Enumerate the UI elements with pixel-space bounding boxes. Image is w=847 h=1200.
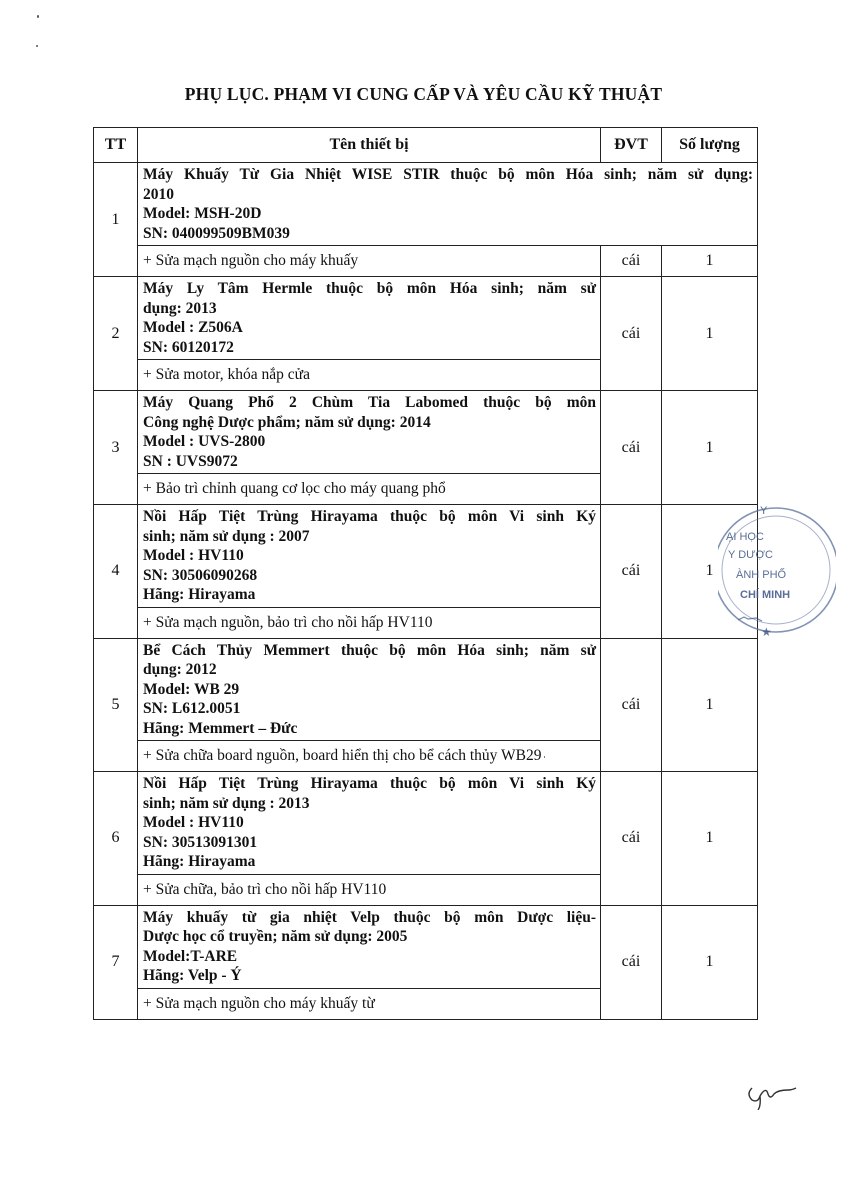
signature	[742, 1080, 802, 1110]
description-line: Dược học cổ truyền; năm sử dụng: 2005	[143, 928, 408, 945]
description-line: Công nghệ Dược phẩm; năm sử dụng: 2014	[143, 413, 431, 431]
equipment-description	[138, 391, 601, 474]
quantity-cell: 1	[662, 505, 758, 639]
unit-cell: cái	[601, 505, 662, 639]
task-description: + Sửa chữa, bảo trì cho nồi hấp HV110	[138, 874, 601, 905]
equipment-description	[138, 772, 601, 875]
quantity-cell: 1	[662, 905, 758, 1019]
task-row	[94, 246, 758, 277]
unit-cell: cái	[601, 638, 662, 772]
description-line: Máy Ly Tâm Hermle thuộc bộ môn Hóa sinh; năm sử	[143, 280, 596, 297]
description-line: SN : UVS9072	[143, 452, 238, 470]
row-number: 3	[94, 391, 138, 505]
equipment-row	[94, 391, 758, 474]
description-line: Hãng: Hirayama	[143, 586, 256, 603]
scan-speck	[37, 15, 39, 18]
task-description: + Sửa motor, khóa nắp cửa	[138, 360, 601, 391]
header-tt: TT	[94, 128, 138, 163]
description-line: Model : Z506A	[143, 319, 243, 336]
description-line: Bể Cách Thủy Memmert thuộc bộ môn Hóa sinh; năm sử	[143, 641, 596, 659]
unit-cell: cái	[601, 277, 662, 391]
description-line: dụng: 2013	[143, 299, 217, 317]
equipment-description	[138, 638, 601, 741]
quantity-cell: 1	[662, 772, 758, 906]
row-number: 5	[94, 638, 138, 772]
description-line: SN: 30506090268	[143, 566, 258, 584]
row-number: 4	[94, 505, 138, 639]
description-line: Model:T-ARE	[143, 947, 238, 965]
equipment-row	[94, 772, 758, 875]
description-line: SN: 60120172	[143, 338, 234, 356]
description-line: SN: L612.0051	[143, 700, 241, 717]
quantity-cell: 1	[662, 391, 758, 505]
description-line: Nồi Hấp Tiệt Trùng Hirayama thuộc bộ môn Vi sinh Ký	[143, 508, 596, 525]
scan-speck	[544, 756, 545, 758]
header-name: Tên thiết bị	[138, 128, 601, 163]
description-line: Model : UVS-2800	[143, 433, 266, 450]
equipment-description	[138, 277, 601, 360]
header-qty: Số lượng	[662, 128, 758, 163]
task-description: + Sửa mạch nguồn cho máy khuấy	[138, 246, 601, 277]
equipment-row	[94, 277, 758, 360]
description-line: 2010	[143, 185, 174, 203]
row-number: 6	[94, 772, 138, 906]
description-line: Nồi Hấp Tiệt Trùng Hirayama thuộc bộ môn Vi sinh Ký	[143, 775, 596, 792]
equipment-row	[94, 638, 758, 741]
description-line: Model: MSH-20D	[143, 205, 262, 222]
table-header-row	[94, 128, 758, 163]
equipment-table	[93, 127, 758, 1020]
description-line: SN: 30513091301	[143, 833, 258, 851]
stamp-text: Y	[760, 505, 768, 517]
task-description: + Bảo trì chỉnh quang cơ lọc cho máy quang phổ	[138, 474, 601, 505]
unit-cell: cái	[601, 772, 662, 906]
description-line: Model: WB 29	[143, 680, 240, 698]
description-line: sinh; năm sử dụng : 2007	[143, 527, 310, 545]
equipment-description	[138, 905, 601, 988]
row-number: 2	[94, 277, 138, 391]
svg-text:★: ★	[761, 625, 772, 639]
description-line: Hãng: Memmert – Đức	[143, 719, 298, 737]
description-line: sinh; năm sử dụng : 2013	[143, 794, 310, 812]
stamp-text: Y DƯỢC	[728, 549, 773, 561]
row-number: 7	[94, 905, 138, 1019]
quantity-cell: 1	[662, 277, 758, 391]
stamp-text: CHÍ MINH	[740, 589, 791, 601]
description-line: Hãng: Velp - Ý	[143, 967, 242, 984]
equipment-description	[138, 163, 758, 246]
unit-cell: cái	[601, 246, 662, 277]
quantity-cell: 1	[662, 246, 758, 277]
task-description: + Sửa mạch nguồn cho máy khuấy từ	[138, 988, 601, 1019]
description-line: Máy Quang Phổ 2 Chùm Tia Labomed thuộc bộ môn	[143, 394, 596, 411]
description-line: Model : HV110	[143, 547, 244, 564]
equipment-description	[138, 505, 601, 608]
header-unit: ĐVT	[601, 128, 662, 163]
description-line: Máy khuấy từ gia nhiệt Velp thuộc bộ môn Dược liệu-	[143, 908, 596, 926]
stamp-text: ẠI HỌC	[726, 531, 764, 543]
page-title: PHỤ LỤC. PHẠM VI CUNG CẤP VÀ YÊU CẦU KỸ THUẬT	[184, 84, 663, 104]
task-description: + Sửa mạch nguồn, bảo trì cho nồi hấp HV110	[138, 607, 601, 638]
task-description: + Sửa chữa board nguồn, board hiển thị cho bể cách thủy WB29	[138, 741, 601, 772]
row-number: 1	[94, 163, 138, 277]
unit-cell: cái	[601, 905, 662, 1019]
equipment-row	[94, 505, 758, 608]
description-line: Máy Khuấy Từ Gia Nhiệt WISE STIR thuộc bộ môn Hóa sinh; năm sử dụng:	[143, 166, 753, 183]
description-line: Model : HV110	[143, 814, 244, 831]
stamp-text: ÀNH PHỐ	[736, 569, 787, 581]
equipment-row	[94, 905, 758, 988]
description-line: dụng: 2012	[143, 661, 217, 678]
quantity-cell: 1	[662, 638, 758, 772]
equipment-row	[94, 163, 758, 246]
scan-speck	[36, 45, 38, 47]
description-line: SN: 040099509BM039	[143, 224, 290, 242]
unit-cell: cái	[601, 391, 662, 505]
description-line: Hãng: Hirayama	[143, 853, 256, 870]
